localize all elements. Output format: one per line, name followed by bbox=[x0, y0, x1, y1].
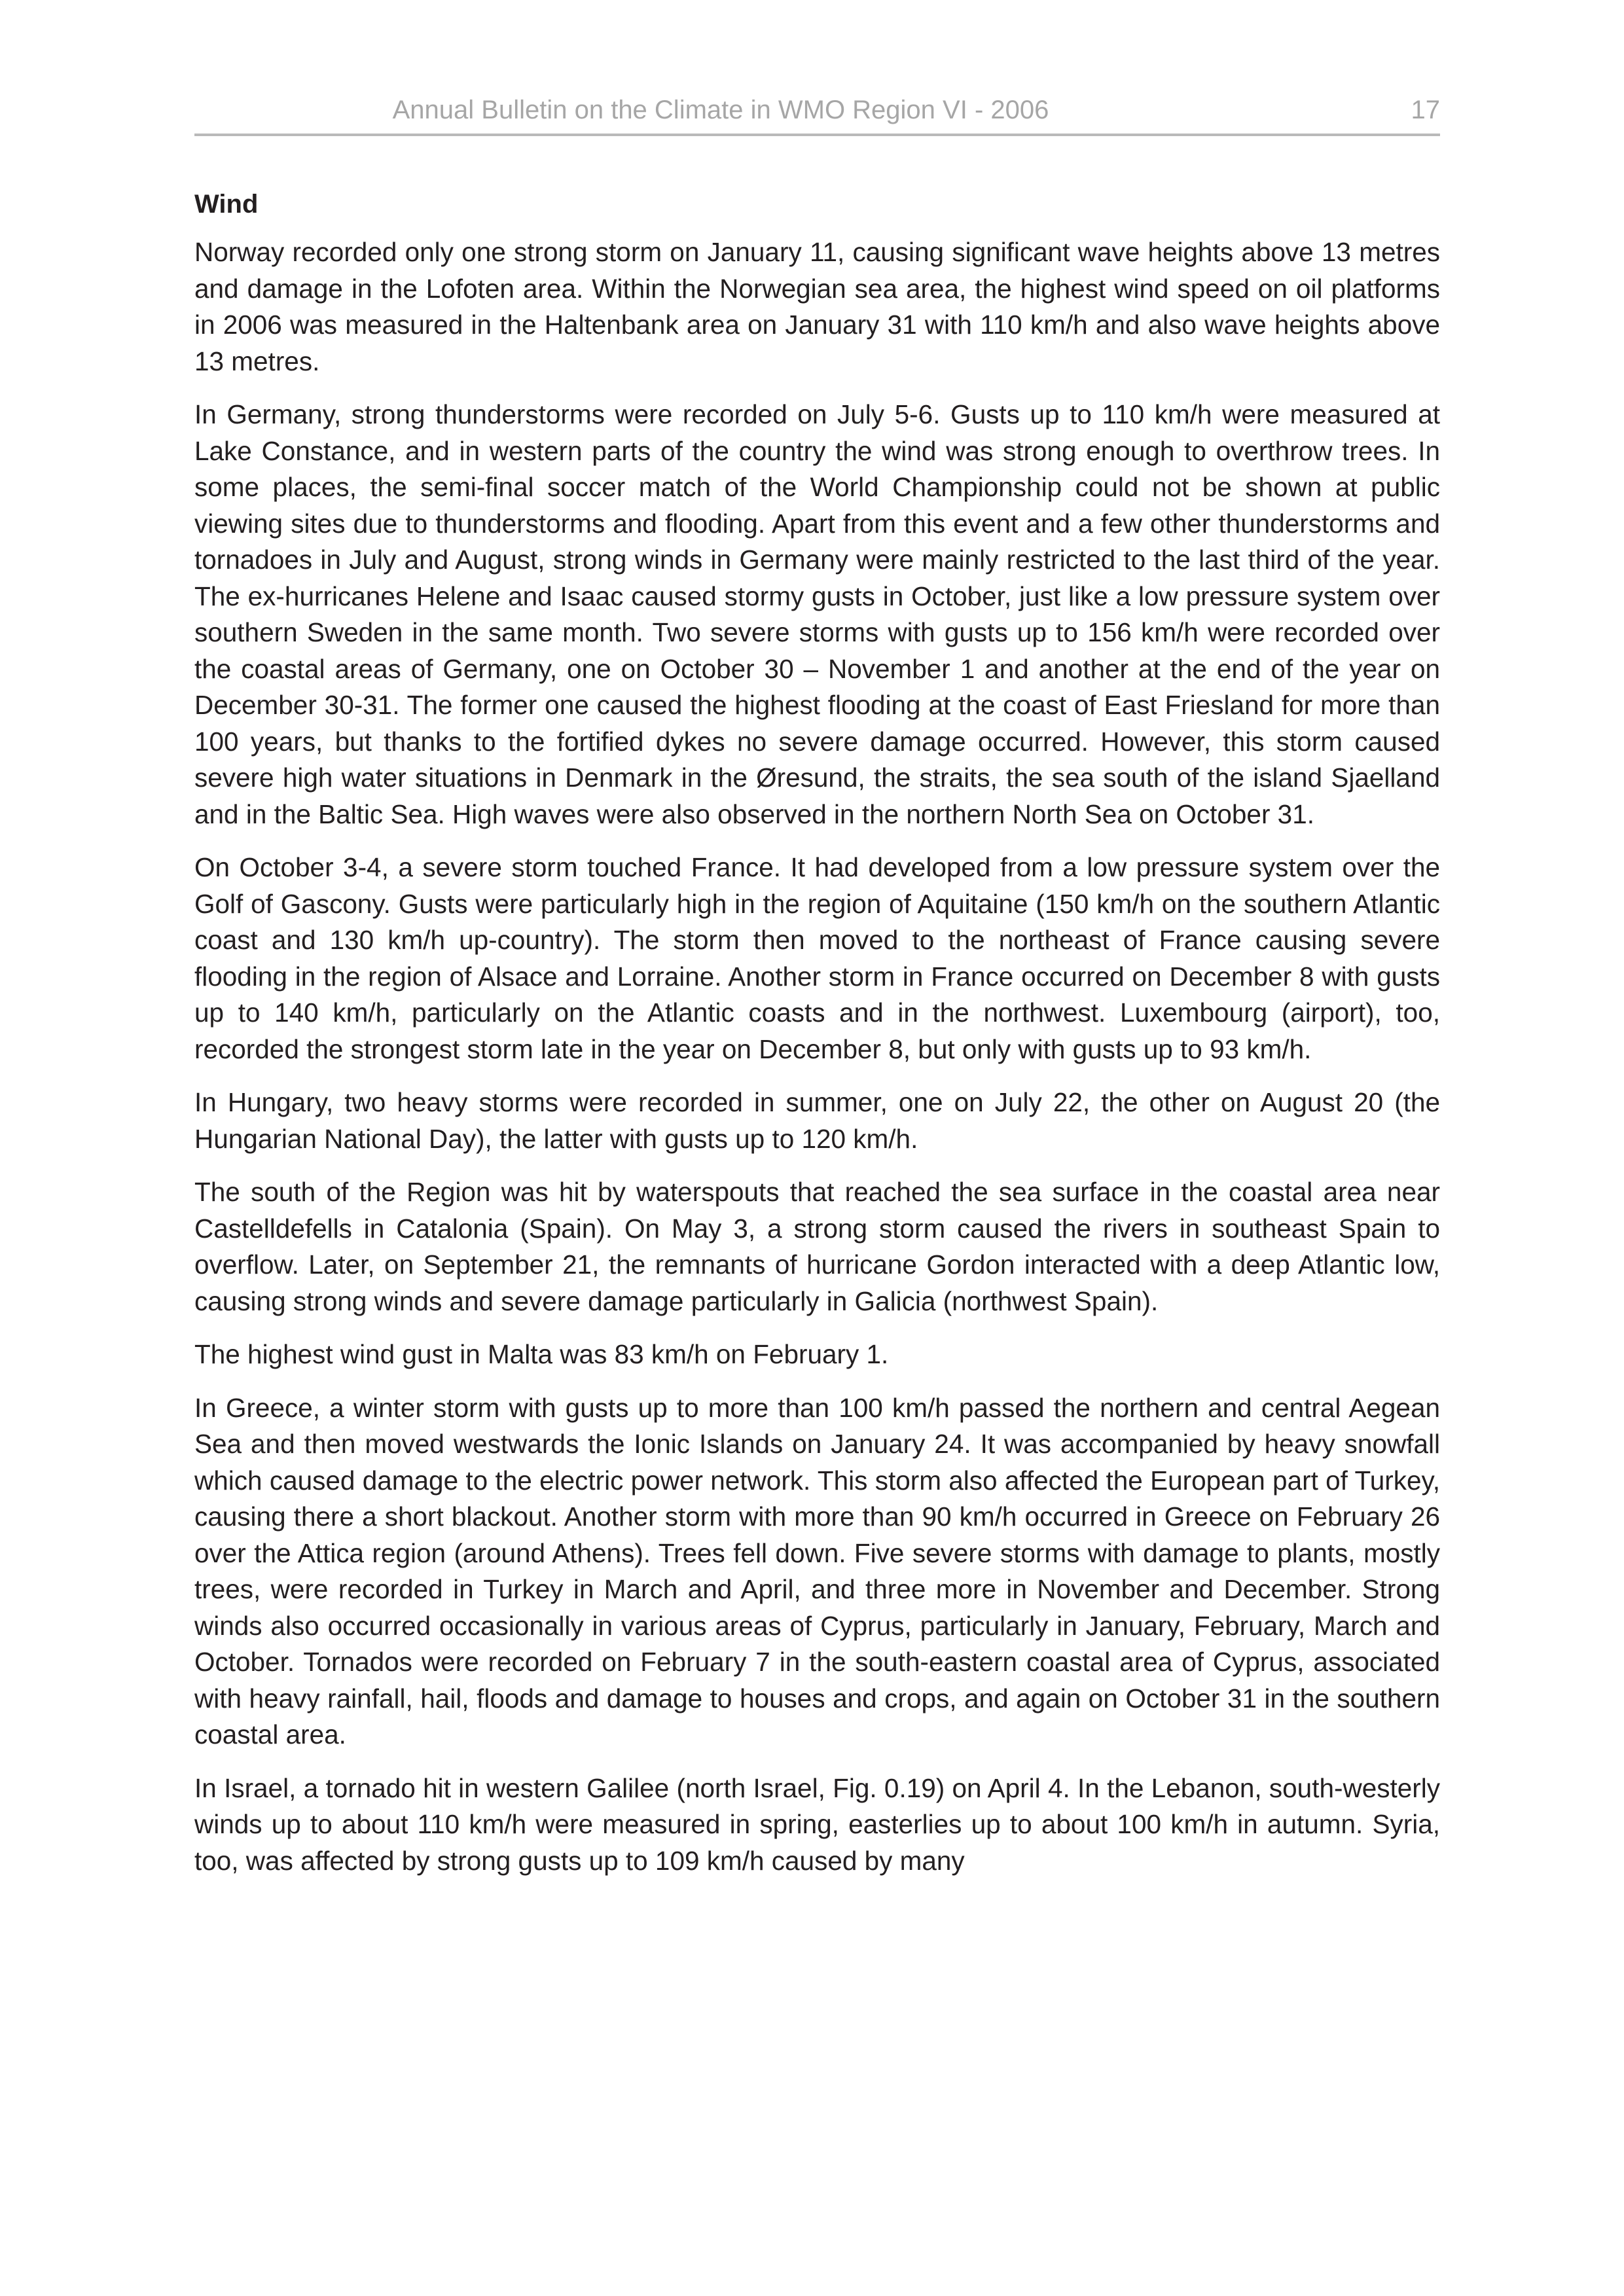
header-title: Annual Bulletin on the Climate in WMO Region VI - 2006 bbox=[392, 96, 1049, 124]
paragraph-israel-lebanon-syria: In Israel, a tornado hit in western Galilee (north Israel, Fig. 0.19) on April 4. In the Lebanon, south-westerly winds up to about 110 km/h were measured in spring, easterlies up to about 100 km/h in autumn. Syria, too, was affected by strong gusts up to 109 km/h caused by many bbox=[194, 1772, 1440, 1876]
section-heading: Wind bbox=[194, 190, 259, 219]
paragraph-malta: The highest wind gust in Malta was 83 km/h on February 1. bbox=[194, 1339, 889, 1369]
page-number: 17 bbox=[1411, 96, 1440, 124]
paragraph-spain: The south of the Region was hit by waterspouts that reached the sea surface in the coastal area near Castelldefells in Catalonia (Spain). On May 3, a strong storm caused the rivers in southeast Spain to overflow. Later, on September 21, the remnants of hurricane Gordon interacted with a deep Atlantic low, causing strong winds and severe damage particularly in Galicia (northwest Spain). bbox=[194, 1177, 1440, 1316]
paragraph-greece-turkey-cyprus: In Greece, a winter storm with gusts up to more than 100 km/h passed the northern and central Aegean Sea and then moved westwards the Ionic Islands on January 24. It was accompanied by heavy snowfall which caused damage to the electric power network. This storm also affected the European part of Turkey, causing there a short blackout. Another storm with more than 90 km/h occurred in Greece on February 26 over the Attica region (around Athens). Trees fell down. Five severe storms with damage to plants, mostly trees, were recorded in Turkey in March and April, and three more in November and December. Strong winds also occurred occasionally in various areas of Cyprus, particularly in January, February, March and October. Tornados were recorded on February 7 in the south-eastern coastal area of Cyprus, associated with heavy rainfall, hail, floods and damage to houses and crops, and again on October 31 in the southern coastal area. bbox=[194, 1392, 1440, 1749]
paragraph-france: On October 3-4, a severe storm touched France. It had developed from a low pressure system over the Golf of Gascony. Gusts were particularly high in the region of Aquitaine (150 km/h on the southern Atlantic coast and 130 km/h up-country). The storm then moved to the northeast of France causing severe flooding in the region of Alsace and Lorraine. Another storm in France occurred on December 8 with gusts up to 140 km/h, particularly on the Atlantic coasts and in the northwest. Luxembourg (airport), too, recorded the strongest storm late in the year on December 8, but only with gusts up to 93 km/h. bbox=[194, 852, 1440, 1064]
paragraph-hungary: In Hungary, two heavy storms were recorded in summer, one on July 22, the other on August 20 (the Hungarian National Day), the latter with gusts up to 120 km/h. bbox=[194, 1087, 1440, 1154]
paragraph-germany: In Germany, strong thunderstorms were recorded on July 5-6. Gusts up to 110 km/h were measured at Lake Constance, and in western parts of the country the wind was strong enough to overthrow trees. In some places, the semi-final soccer match of the World Championship could not be shown at public viewing sites due to thunderstorms and flooding. Apart from this event and a few other thunderstorms and tornadoes in July and August, strong winds in Germany were mainly restricted to the last third of the year. The ex-hurricanes Helene and Isaac caused stormy gusts in October, just like a low pressure system over southern Sweden in the same month. Two severe storms with gusts up to 156 km/h were recorded over the coastal areas of Germany, one on October 30 – November 1 and another at the end of the year on December 30-31. The former one caused the highest flooding at the coast of East Friesland for more than 100 years, but thanks to the fortified dykes no severe damage occurred. However, this storm caused severe high water situations in Denmark in the Øresund, the straits, the sea south of the island Sjaelland and in the Baltic Sea. High waves were also observed in the northern North Sea on October 31. bbox=[194, 399, 1440, 829]
running-header bbox=[194, 90, 1440, 136]
document-page bbox=[194, 0, 1440, 2296]
section-wind bbox=[194, 185, 1440, 1896]
paragraph-norway: Norway recorded only one strong storm on January 11, causing significant wave heights above 13 metres and damage in the Lofoten area. Within the Norwegian sea area, the highest wind speed on oil platforms in 2006 was measured in the Haltenbank area on January 31 with 110 km/h and also wave heights above 13 metres. bbox=[194, 237, 1440, 376]
